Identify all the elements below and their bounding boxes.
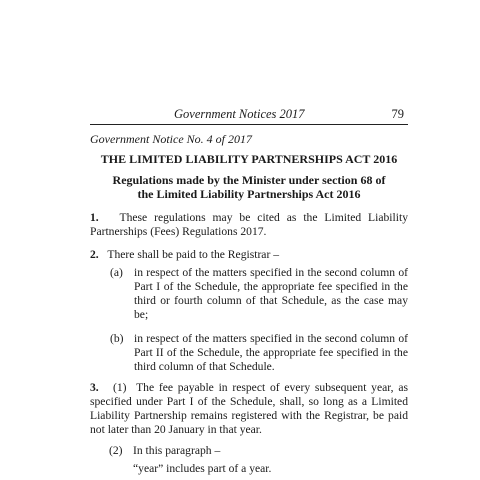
paragraph-2: [90, 248, 408, 262]
paragraph-3: [90, 381, 408, 437]
regulations-heading-line-2: the Limited Liability Partnerships Act 2016: [137, 187, 361, 201]
paragraph-3-sub-2-text: In this paragraph –: [133, 444, 221, 457]
regulations-heading-line-1: Regulations made by the Minister under section 68 of: [112, 173, 386, 187]
paragraph-3-sub-2-label: (2): [109, 444, 123, 457]
page-number: 79: [391, 107, 404, 121]
paragraph-1-number: 1.: [90, 211, 99, 224]
regulations-heading: [90, 173, 408, 201]
paragraph-3-sub-1-text: The fee payable in respect of every subsequent year, as specified under Part I of the Schedule, shall, so long as a Limited Liability Partnership remains registered with the Registrar, be paid not later than 20 January in that year.: [90, 381, 408, 436]
item-a-text: in respect of the matters specified in the second column of Part I of the Schedule, the appropriate fee specified in the third or fourth column of that Schedule, as the case may be;: [134, 266, 408, 321]
item-b-text: in respect of the matters specified in the second column of Part II of the Schedule, the appropriate fee specified in the third column of that Schedule.: [134, 332, 408, 373]
paragraph-1: [90, 211, 408, 239]
paragraph-3-sub-2: [109, 444, 220, 458]
definition-year: “year” includes part of a year.: [133, 462, 272, 475]
act-title: THE LIMITED LIABILITY PARTNERSHIPS ACT 2016: [100, 152, 398, 166]
paragraph-2-number: 2.: [90, 248, 99, 261]
paragraph-2-text: There shall be paid to the Registrar –: [107, 248, 280, 261]
header-rule: [90, 124, 408, 125]
item-a-label: (a): [110, 266, 123, 279]
paragraph-1-text: These regulations may be cited as the Limited Liability Partnerships (Fees) Regulations 2017.: [90, 211, 408, 238]
item-b-label: (b): [110, 332, 124, 345]
paragraph-3-sub-1-label: (1): [113, 381, 127, 394]
running-header: [90, 107, 408, 123]
paragraph-3-number: 3.: [90, 381, 99, 394]
notice-number: Government Notice No. 4 of 2017: [90, 132, 252, 146]
running-header-title: Government Notices 2017: [174, 107, 305, 121]
